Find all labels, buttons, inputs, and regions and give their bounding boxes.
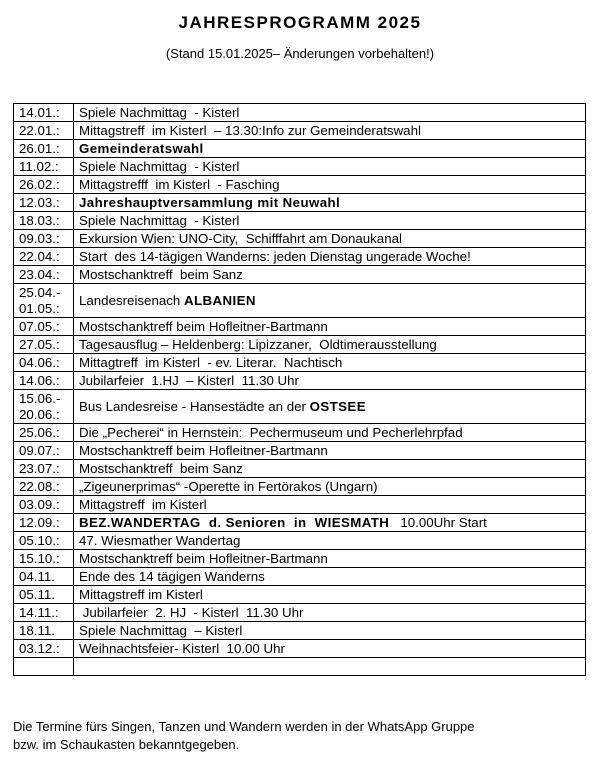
event-cell: [74, 248, 586, 266]
event-cell: [74, 354, 586, 372]
event-text: Spiele Nachmittag – Kisterl: [79, 622, 243, 638]
date-cell: [14, 284, 74, 318]
event-cell: [74, 622, 586, 640]
event-cell: [74, 532, 586, 550]
date-cell: [14, 514, 74, 532]
event-cell: [74, 336, 586, 354]
date-text: 26.01.:: [19, 140, 60, 156]
event-text: Spiele Nachmittag - Kisterl: [79, 158, 240, 174]
event-text: Mittagstrefff im Kisterl - Fasching: [79, 176, 280, 192]
date-cell: [14, 442, 74, 460]
event-cell: [74, 266, 586, 284]
date-text: 22.01.:: [19, 122, 60, 138]
event-text: Mittagstreff im Kisterl: [79, 496, 207, 512]
date-cell: [14, 158, 74, 176]
date-text: 25.06.:: [19, 424, 60, 440]
event-cell: [74, 460, 586, 478]
page-title: JAHRESPROGRAMM 2025: [178, 13, 422, 32]
event-cell: [74, 212, 586, 230]
date-text: 04.06.:: [19, 354, 60, 370]
date-text: 09.07.:: [19, 442, 60, 458]
table-row: [14, 230, 586, 248]
table-row: [14, 604, 586, 622]
event-text: Mittagtreff im Kisterl - ev. Literar. Nachtisch: [79, 354, 343, 370]
event-text: Mittagstreff im Kisterl: [79, 586, 203, 602]
event-text: Exkursion Wien: UNO-City, Schifffahrt am Donaukanal: [79, 230, 402, 246]
date-text: 23.07.:: [19, 460, 60, 476]
event-cell: [74, 372, 586, 390]
date-text: 03.09.:: [19, 496, 60, 512]
event-cell: [74, 230, 586, 248]
event-cell: [74, 550, 586, 568]
event-cell: [74, 586, 586, 604]
date-cell: [14, 658, 74, 676]
date-cell: [14, 318, 74, 336]
date-text: 15.10.:: [19, 550, 60, 566]
table-row: [14, 460, 586, 478]
event-text: Mostschanktreff beim Hofleitner-Bartmann: [79, 442, 328, 458]
table-row: [14, 568, 586, 586]
table-row: [14, 586, 586, 604]
date-cell: [14, 424, 74, 442]
event-highlight: Gemeinderatswahl: [79, 140, 204, 156]
table-row: [14, 318, 586, 336]
date-end-text: 01.05.:: [19, 300, 60, 316]
date-cell: [14, 104, 74, 122]
date-text: 25.04.-: [19, 284, 61, 300]
table-row: [14, 658, 586, 676]
event-text: Jubilarfeier 2. HJ - Kisterl 11.30 Uhr: [79, 604, 304, 620]
event-highlight: ALBANIEN: [183, 292, 256, 308]
date-text: 14.01.:: [19, 104, 60, 120]
event-text: Landesreisenach: [79, 292, 184, 308]
event-cell: [74, 194, 586, 212]
event-cell: [74, 658, 586, 676]
table-row: [14, 194, 586, 212]
event-text: Tagesausflug – Heldenberg: Lipizzaner, Oldtimerausstellung: [79, 336, 437, 352]
table-row: [14, 158, 586, 176]
table-row: [14, 496, 586, 514]
date-text: 07.05.:: [19, 318, 60, 334]
event-text: 47. Wiesmather Wandertag: [79, 532, 241, 548]
date-text: 09.03.:: [19, 230, 60, 246]
date-text: 23.04.:: [19, 266, 60, 282]
table-row: [14, 122, 586, 140]
date-text: 05.11.: [19, 586, 55, 602]
date-cell: [14, 336, 74, 354]
event-text: Jubilarfeier 1.HJ – Kisterl 11.30 Uhr: [79, 372, 299, 388]
event-text: Bus Landesreise - Hansestädte an der: [79, 398, 310, 414]
event-cell: [74, 284, 586, 318]
event-text: Die „Pecherei“ in Hernstein: Pechermuseum und Pecherlehrpfad: [79, 424, 463, 440]
date-text: 22.04.:: [19, 248, 60, 264]
date-cell: [14, 568, 74, 586]
footer-note: [13, 718, 588, 754]
event-text: Mittagstreff im Kisterl – 13.30:Info zur Gemeinderatswahl: [79, 122, 421, 138]
table-row: [14, 550, 586, 568]
date-text: 14.11.:: [19, 604, 59, 620]
event-cell: [74, 104, 586, 122]
event-cell: [74, 122, 586, 140]
table-row: [14, 266, 586, 284]
event-text: Start des 14-tägigen Wanderns: jeden Dienstag ungerade Woche!: [79, 248, 471, 264]
table-row: [14, 424, 586, 442]
date-text: 12.03.:: [19, 194, 60, 210]
date-text: 05.10.:: [19, 532, 60, 548]
event-cell: [74, 424, 586, 442]
event-text: Mostschanktreff beim Hofleitner-Bartmann: [79, 550, 328, 566]
table-row: [14, 140, 586, 158]
date-text: 12.09.:: [19, 514, 60, 530]
event-highlight: Jahreshauptversammlung mit Neuwahl: [79, 194, 341, 210]
date-cell: [14, 266, 74, 284]
event-text: Weihnachtsfeier- Kisterl 10.00 Uhr: [79, 640, 285, 656]
date-cell: [14, 194, 74, 212]
event-cell: [74, 442, 586, 460]
event-cell: [74, 604, 586, 622]
event-cell: [74, 140, 586, 158]
date-cell: [14, 622, 74, 640]
event-cell: [74, 514, 586, 532]
date-cell: [14, 176, 74, 194]
date-text: 03.12.:: [19, 640, 60, 656]
event-text: Spiele Nachmittag - Kisterl: [79, 212, 240, 228]
date-text: 14.06.:: [19, 372, 60, 388]
event-cell: [74, 318, 586, 336]
date-cell: [14, 212, 74, 230]
date-text: 22.08.:: [19, 478, 60, 494]
table-row: [14, 212, 586, 230]
date-cell: [14, 478, 74, 496]
table-row: [14, 104, 586, 122]
table-row: [14, 248, 586, 266]
date-text: 26.02.:: [19, 176, 60, 192]
event-cell: [74, 176, 586, 194]
event-cell: [74, 390, 586, 424]
event-text: Ende des 14 tägigen Wanderns: [79, 568, 265, 584]
event-highlight: BEZ.WANDERTAG d. Senioren in WIESMATH: [79, 514, 390, 530]
event-highlight: OSTSEE: [309, 398, 366, 414]
table-row: [14, 532, 586, 550]
date-cell: [14, 604, 74, 622]
schedule-table: [13, 103, 586, 676]
page-subtitle: (Stand 15.01.2025– Änderungen vorbehalten!): [165, 46, 435, 61]
date-text: 15.06.-: [19, 390, 61, 406]
date-cell: [14, 586, 74, 604]
footer-line-1: Die Termine fürs Singen, Tanzen und Wandern werden in der WhatsApp Gruppe: [13, 719, 475, 734]
event-text-extra: 10.00Uhr Start: [389, 514, 487, 530]
date-cell: [14, 390, 74, 424]
date-cell: [14, 550, 74, 568]
event-cell: [74, 496, 586, 514]
table-row: [14, 390, 586, 424]
date-text: 04.11.: [19, 568, 55, 584]
table-row: [14, 514, 586, 532]
event-cell: [74, 478, 586, 496]
event-cell: [74, 640, 586, 658]
table-row: [14, 442, 586, 460]
date-cell: [14, 532, 74, 550]
event-cell: [74, 568, 586, 586]
event-text: Spiele Nachmittag - Kisterl: [79, 104, 240, 120]
date-cell: [14, 140, 74, 158]
table-row: [14, 478, 586, 496]
table-row: [14, 622, 586, 640]
date-cell: [14, 230, 74, 248]
date-text: 27.05.:: [19, 336, 60, 352]
date-text: 18.03.:: [19, 212, 60, 228]
table-row: [14, 284, 586, 318]
date-cell: [14, 122, 74, 140]
date-cell: [14, 496, 74, 514]
event-text: „Zigeunerprimas“ -Operette in Fertörakos (Ungarn): [79, 478, 378, 494]
date-text: 11.02.:: [19, 158, 59, 174]
date-cell: [14, 248, 74, 266]
date-cell: [14, 640, 74, 658]
event-text: Mostschanktreff beim Sanz: [79, 460, 243, 476]
table-row: [14, 372, 586, 390]
event-text: Mostschanktreff beim Hofleitner-Bartmann: [79, 318, 328, 334]
date-end-text: 20.06.:: [19, 406, 60, 422]
date-cell: [14, 372, 74, 390]
table-row: [14, 354, 586, 372]
table-row: [14, 176, 586, 194]
event-text: Mostschanktreff beim Sanz: [79, 266, 243, 282]
event-cell: [74, 158, 586, 176]
footer-line-2: bzw. im Schaukasten bekanntgegeben.: [13, 737, 240, 752]
date-cell: [14, 460, 74, 478]
table-row: [14, 336, 586, 354]
date-text: 18.11.: [19, 622, 55, 638]
table-row: [14, 640, 586, 658]
date-cell: [14, 354, 74, 372]
